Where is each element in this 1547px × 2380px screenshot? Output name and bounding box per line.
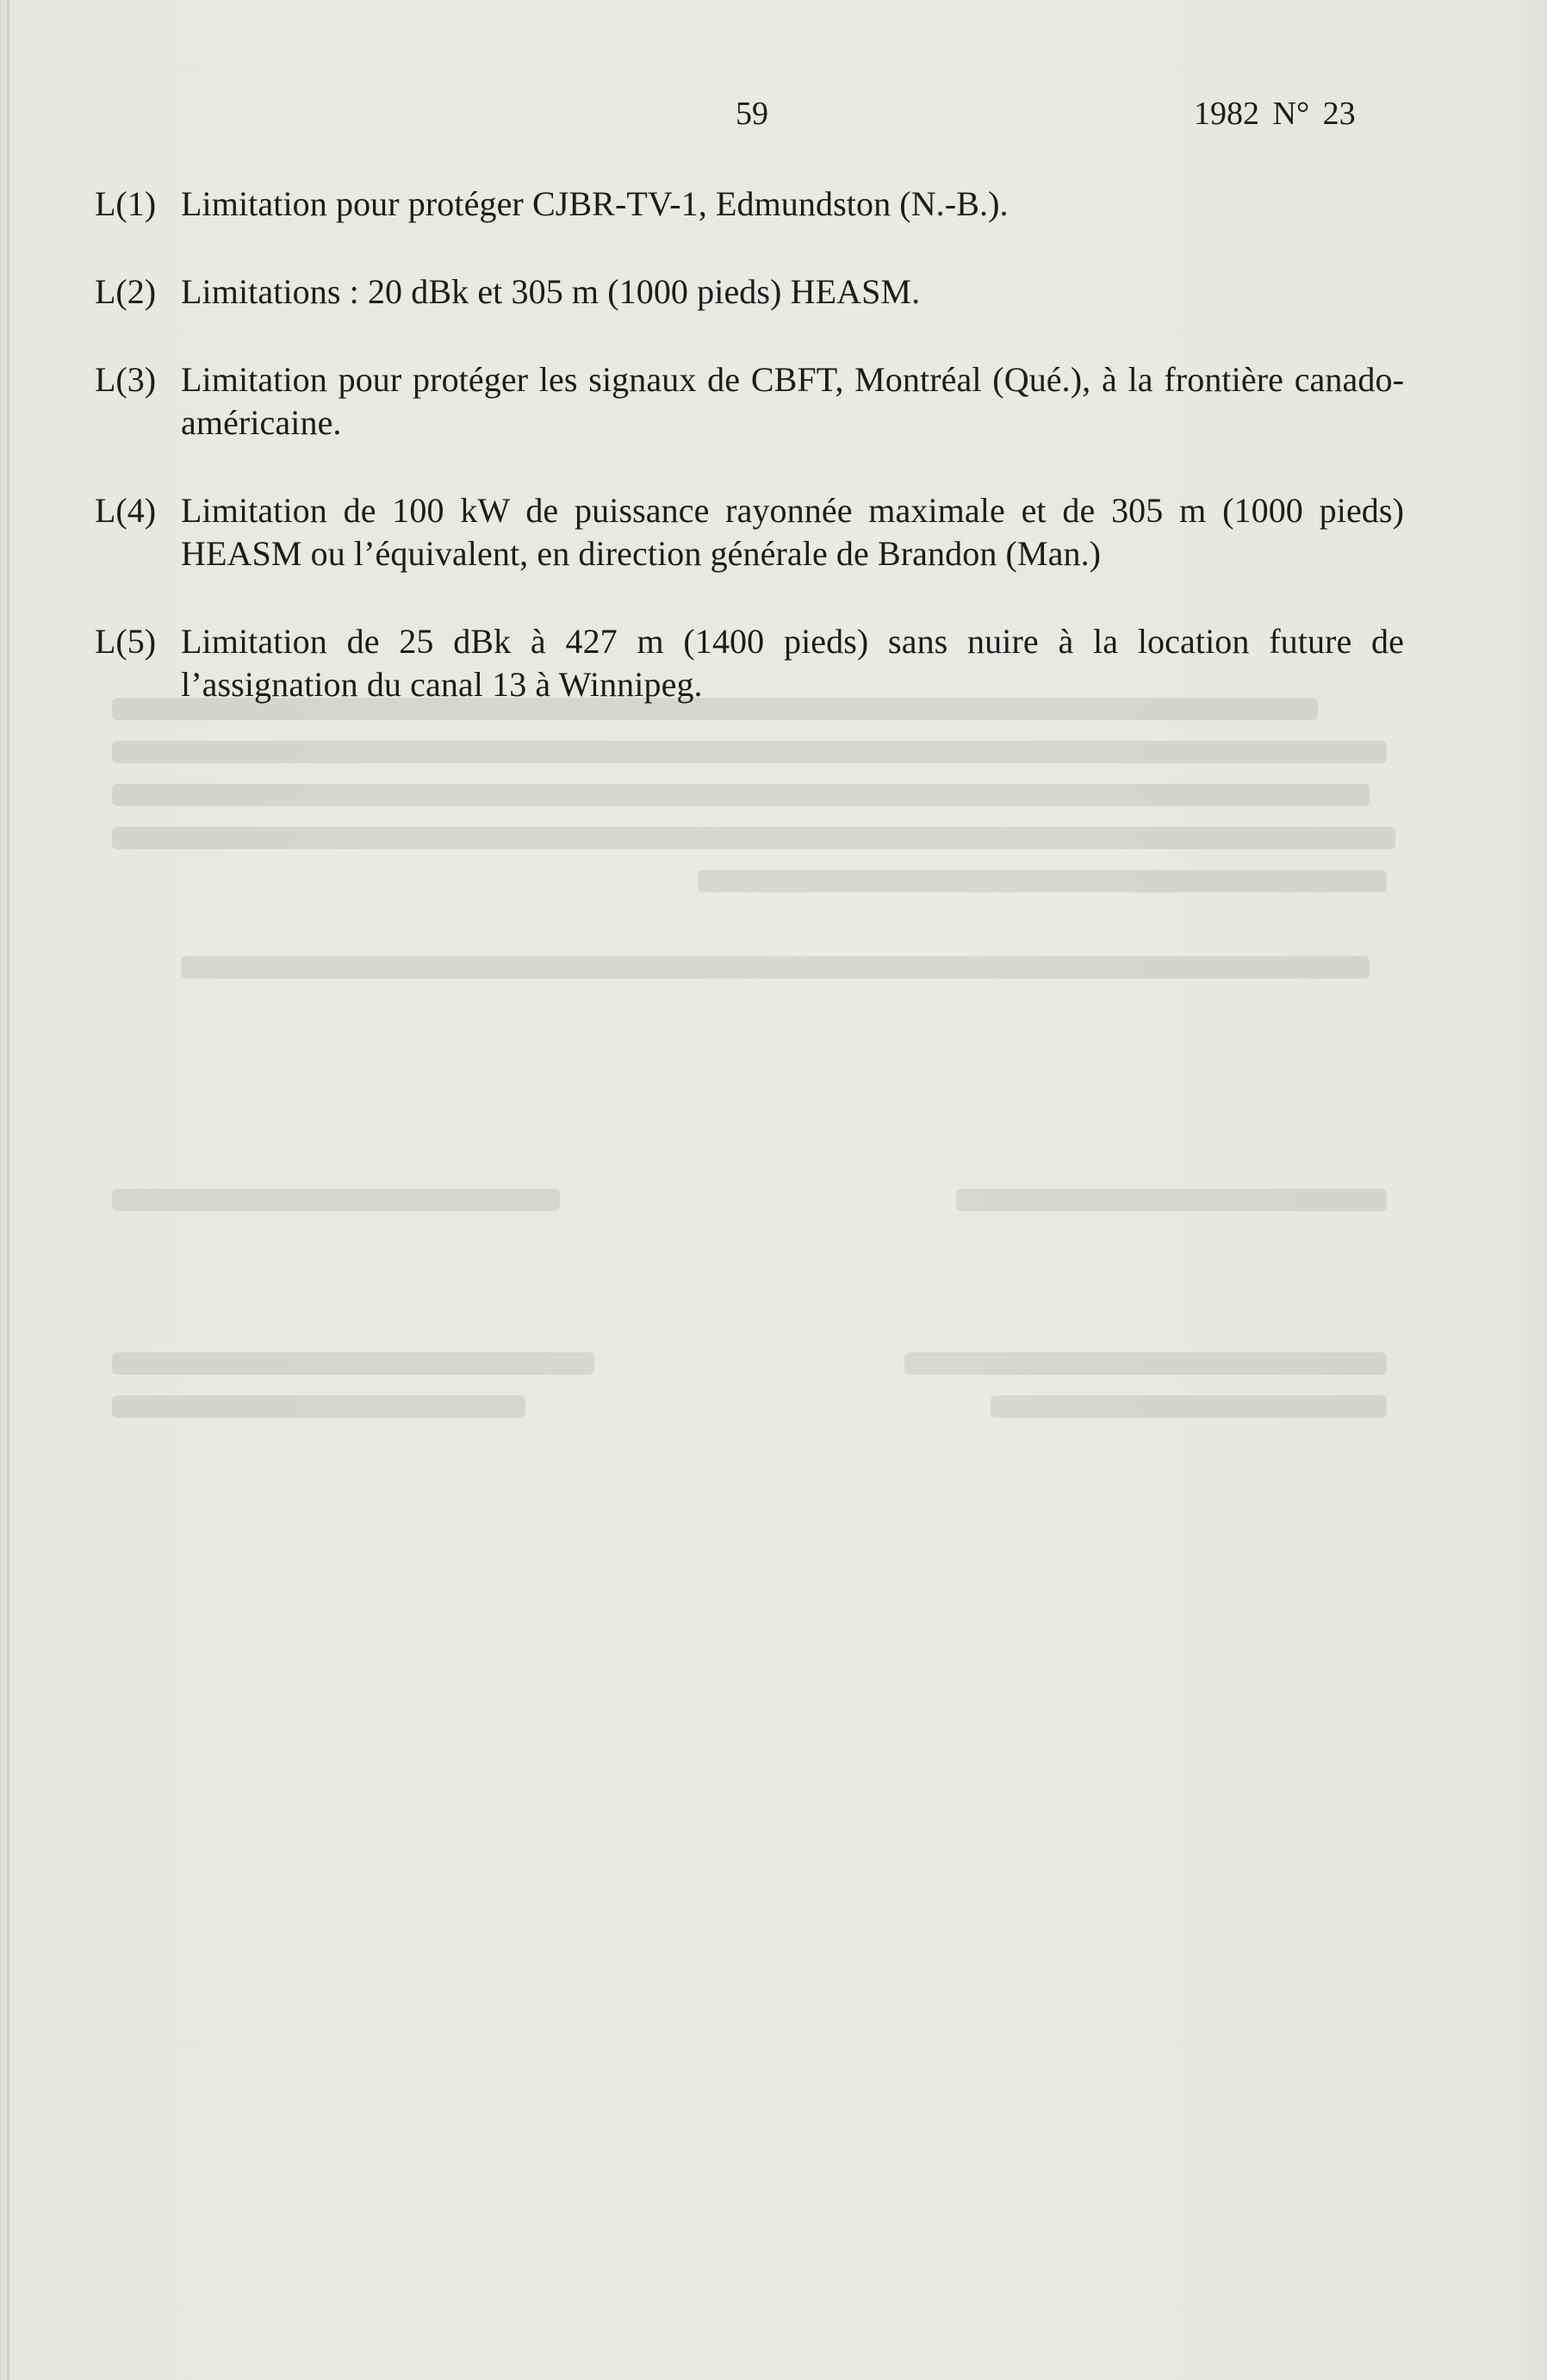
list-item xyxy=(95,270,1404,314)
list-item xyxy=(95,358,1404,444)
issue-number: 1982 N° 23 xyxy=(1194,96,1356,132)
page-number: 59 xyxy=(736,96,768,132)
entry-label: L(5) xyxy=(95,622,157,661)
entry-text: Limitation de 25 dBk à 427 m (1400 pieds) sans nuire à la location future de l’assignation du canal 13 à Winnipeg. xyxy=(181,622,1404,704)
binding-gutter xyxy=(7,0,9,2380)
bleed-through-texture xyxy=(95,672,1404,1447)
entry-label: L(3) xyxy=(95,360,157,399)
entry-text: Limitation pour protéger CJBR-TV-1, Edmundston (N.-B.). xyxy=(181,184,1009,223)
entry-label: L(1) xyxy=(95,184,157,223)
entry-text: Limitations : 20 dBk et 305 m (1000 pieds) HEASM. xyxy=(181,272,921,311)
list-item xyxy=(95,489,1404,575)
entry-label: L(4) xyxy=(95,491,157,530)
page-header xyxy=(0,95,1547,136)
entry-label: L(2) xyxy=(95,272,157,311)
limitations-list xyxy=(95,183,1404,751)
list-item xyxy=(95,183,1404,226)
list-item xyxy=(95,620,1404,706)
entry-text: Limitation de 100 kW de puissance rayonnée maximale et de 305 m (1000 pieds) HEASM ou l’équivalent, en direction générale de Brandon (Man.) xyxy=(181,491,1404,573)
page-edge-shadow xyxy=(1521,0,1547,2380)
entry-text: Limitation pour protéger les signaux de CBFT, Montréal (Qué.), à la frontière canado-américaine. xyxy=(181,360,1404,442)
